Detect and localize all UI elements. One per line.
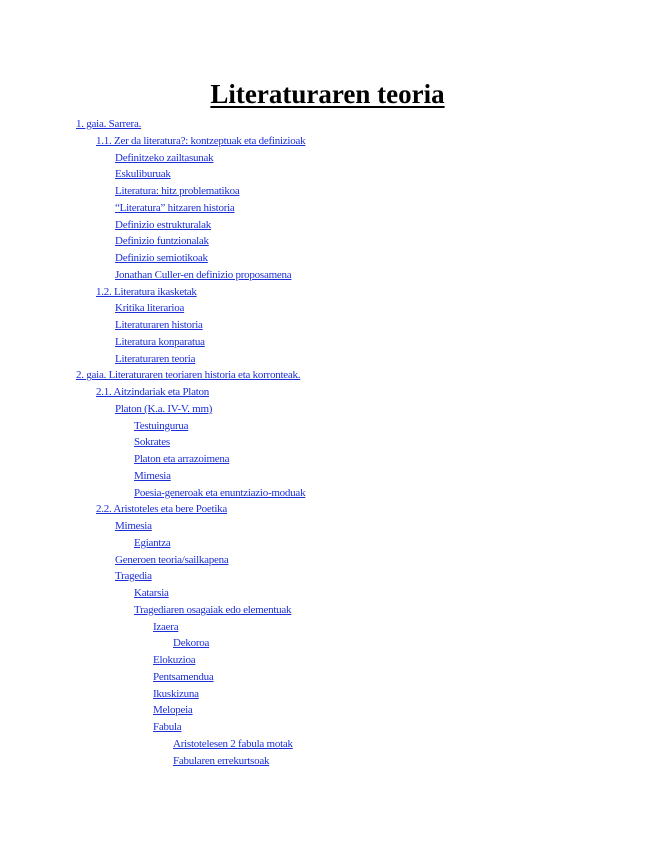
toc-link[interactable]: Mimesia — [115, 520, 152, 532]
toc-link[interactable]: 2.1. Aitzindariak eta Platon — [96, 386, 210, 398]
toc-link[interactable]: Literaturaren historia — [115, 319, 203, 331]
toc-item — [76, 736, 305, 753]
toc-link[interactable]: Poesia-generoak eta enuntziazio-moduak — [134, 486, 306, 499]
toc-item — [76, 334, 305, 351]
toc-item — [76, 485, 305, 502]
toc-link[interactable]: Sokrates — [134, 436, 170, 449]
toc-link[interactable]: Jonathan Culler-en definizio proposamena — [115, 268, 292, 281]
toc-item — [76, 568, 305, 585]
toc-item — [76, 250, 305, 267]
toc-item — [76, 719, 305, 736]
toc-item — [76, 686, 305, 703]
toc-link[interactable]: Definizio estrukturalak — [115, 218, 211, 231]
toc-item — [76, 166, 305, 183]
toc-link[interactable]: Tragedia — [115, 570, 152, 583]
toc-item — [76, 652, 305, 669]
toc-item — [76, 468, 305, 485]
toc-link[interactable]: Melopeia — [153, 704, 193, 717]
toc-item — [76, 367, 305, 384]
toc-item — [76, 602, 305, 619]
toc-item — [76, 501, 305, 518]
toc-link[interactable]: 2.2. Aristoteles eta bere Poetika — [96, 503, 228, 516]
toc-item — [76, 753, 305, 770]
toc-item — [76, 233, 305, 250]
toc-link[interactable]: 1.2. Literatura ikasketak — [96, 285, 197, 298]
toc-link[interactable]: 1.1. Zer da literatura?: kontzeptuak eta definizioak — [96, 134, 306, 147]
toc-item — [76, 619, 305, 636]
toc-item — [76, 300, 305, 317]
toc-item — [76, 401, 305, 418]
toc-item — [76, 434, 305, 451]
toc-item — [76, 535, 305, 552]
toc-item — [76, 418, 305, 435]
toc-item — [76, 317, 305, 334]
toc-link[interactable]: Literaturaren teoria — [115, 352, 196, 365]
toc-link[interactable]: Katarsia — [134, 587, 169, 599]
toc-item — [76, 518, 305, 535]
toc-link[interactable]: Kritika literarioa — [115, 302, 185, 315]
toc-link[interactable]: Fabularen errekurtsoak — [173, 754, 270, 767]
toc-item — [76, 200, 305, 217]
toc-link[interactable]: Fabula — [153, 721, 182, 733]
toc-link[interactable]: Literatura konparatua — [115, 335, 205, 348]
toc-link[interactable]: Definitzeko zailtasunak — [115, 151, 214, 164]
toc-link[interactable]: Elokuzioa — [153, 654, 196, 666]
toc-link[interactable]: 1. gaia. Sarrera. — [76, 118, 142, 130]
toc-item — [76, 635, 305, 652]
toc-link[interactable]: 2. gaia. Literaturaren teoriaren historia eta korronteak. — [76, 369, 301, 382]
toc-item — [76, 116, 305, 133]
toc-link[interactable]: Aristotelesen 2 fabula motak — [173, 737, 293, 750]
page-title: Literaturaren teoria — [210, 79, 445, 109]
toc-link[interactable]: Eskuliburuak — [115, 168, 171, 181]
toc-link[interactable]: Izaera — [153, 620, 179, 633]
toc-item — [76, 183, 305, 200]
toc-item — [76, 217, 305, 234]
toc-link[interactable]: Testuingurua — [134, 419, 189, 432]
toc-link[interactable]: Definizio semiotikoak — [115, 252, 208, 264]
toc-link[interactable]: “Literatura” hitzaren historia — [115, 201, 235, 214]
toc-item — [76, 669, 305, 686]
toc-link[interactable]: Platon (K.a. IV-V. mm) — [115, 402, 213, 415]
table-of-contents — [76, 116, 305, 769]
toc-link[interactable]: Dekoroa — [173, 637, 210, 650]
toc-item — [76, 384, 305, 401]
toc-link[interactable]: Pentsamendua — [153, 670, 214, 683]
toc-item — [76, 552, 305, 569]
toc-item — [76, 702, 305, 719]
toc-item — [76, 585, 305, 602]
toc-item — [76, 133, 305, 150]
toc-item — [76, 351, 305, 368]
toc-link[interactable]: Generoen teoria/sailkapena — [115, 553, 229, 566]
toc-link[interactable]: Literatura: hitz problematikoa — [115, 185, 240, 197]
toc-link[interactable]: Egiantza — [134, 536, 171, 549]
toc-link[interactable]: Definizio funtzionalak — [115, 235, 209, 248]
toc-link[interactable]: Tragediaren osagaiak edo elementuak — [134, 603, 292, 616]
toc-item — [76, 267, 305, 284]
toc-link[interactable]: Ikuskizuna — [153, 687, 199, 700]
toc-link[interactable]: Platon eta arrazoimena — [134, 453, 230, 465]
toc-link[interactable]: Mimesia — [134, 469, 171, 482]
toc-item — [76, 284, 305, 301]
toc-item — [76, 451, 305, 468]
toc-item — [76, 150, 305, 167]
